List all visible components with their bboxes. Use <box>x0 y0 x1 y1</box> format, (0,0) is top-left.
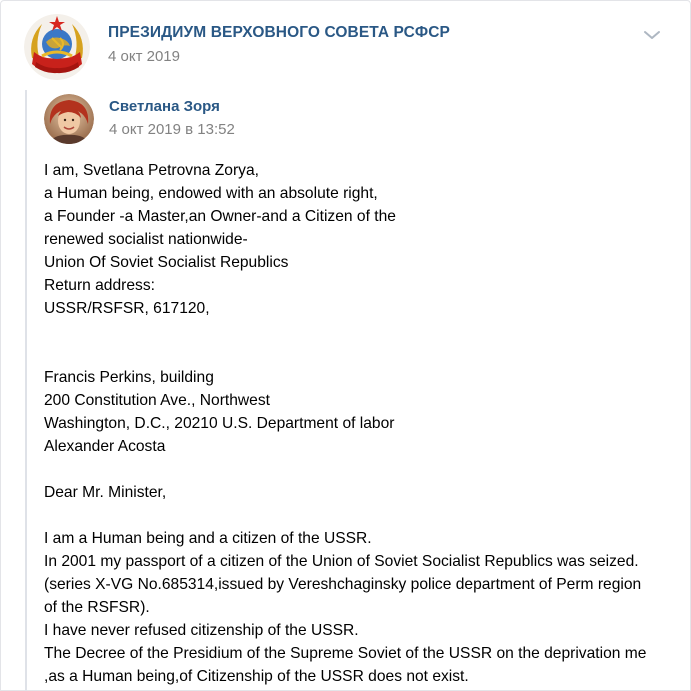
author-avatar[interactable] <box>44 94 94 144</box>
post-text-line: of the RSFSR). <box>44 599 150 616</box>
post-text <box>44 159 684 688</box>
post-text-line: a Human being, endowed with an absolute right, <box>44 185 378 202</box>
post-text-line: Dear Mr. Minister, <box>44 484 167 501</box>
post-text-line: The Decree of the Presidium of the Supreme Soviet of the USSR on the deprivation me <box>44 645 647 662</box>
post-text-line <box>44 458 684 481</box>
post-text-line <box>44 504 684 527</box>
post-text-line: Return address: <box>44 277 155 294</box>
post-text-line: Alexander Acosta <box>44 438 166 455</box>
post-text-line: I have never refused citizenship of the USSR. <box>44 622 359 639</box>
post-text-line: (series X-VG No.685314,issued by Vereshchaginsky police department of Perm region <box>44 576 642 593</box>
post-text-line: I am, Svetlana Petrovna Zorya, <box>44 162 259 179</box>
author-name-link[interactable]: Светлана Зоря <box>109 98 220 115</box>
post-text-line <box>44 343 684 366</box>
post-text-line: 200 Constitution Ave., Northwest <box>44 392 270 409</box>
repost-divider <box>25 90 27 691</box>
post-text-line: I am a Human being and a citizen of the USSR. <box>44 530 372 547</box>
chevron-down-icon[interactable] <box>642 28 662 42</box>
post-text-line <box>44 320 684 343</box>
post-text-line: Washington, D.C., 20210 U.S. Department of labor <box>44 415 395 432</box>
post-text-line: In 2001 my passport of a citizen of the Union of Soviet Socialist Republics was seized. <box>44 553 639 570</box>
post-text-line: a Founder -a Master,an Owner-and a Citizen of the <box>44 208 396 225</box>
post-text-line: ,as a Human being,of Citizenship of the USSR does not exist. <box>44 668 469 685</box>
owner-name-link[interactable]: ПРЕЗИДИУМ ВЕРХОВНОГО СОВЕТА РСФСР <box>108 24 450 41</box>
post-text-line: USSR/RSFSR, 617120, <box>44 300 210 317</box>
post-text-line: renewed socialist nationwide- <box>44 231 248 248</box>
ussr-emblem-icon[interactable] <box>24 14 90 80</box>
repost-date-link[interactable]: 4 окт 2019 в 13:52 <box>109 121 235 138</box>
post-text-line: Union Of Soviet Socialist Republics <box>44 254 289 271</box>
post-text-line: Francis Perkins, building <box>44 369 214 386</box>
post-date-link[interactable]: 4 окт 2019 <box>108 48 180 65</box>
